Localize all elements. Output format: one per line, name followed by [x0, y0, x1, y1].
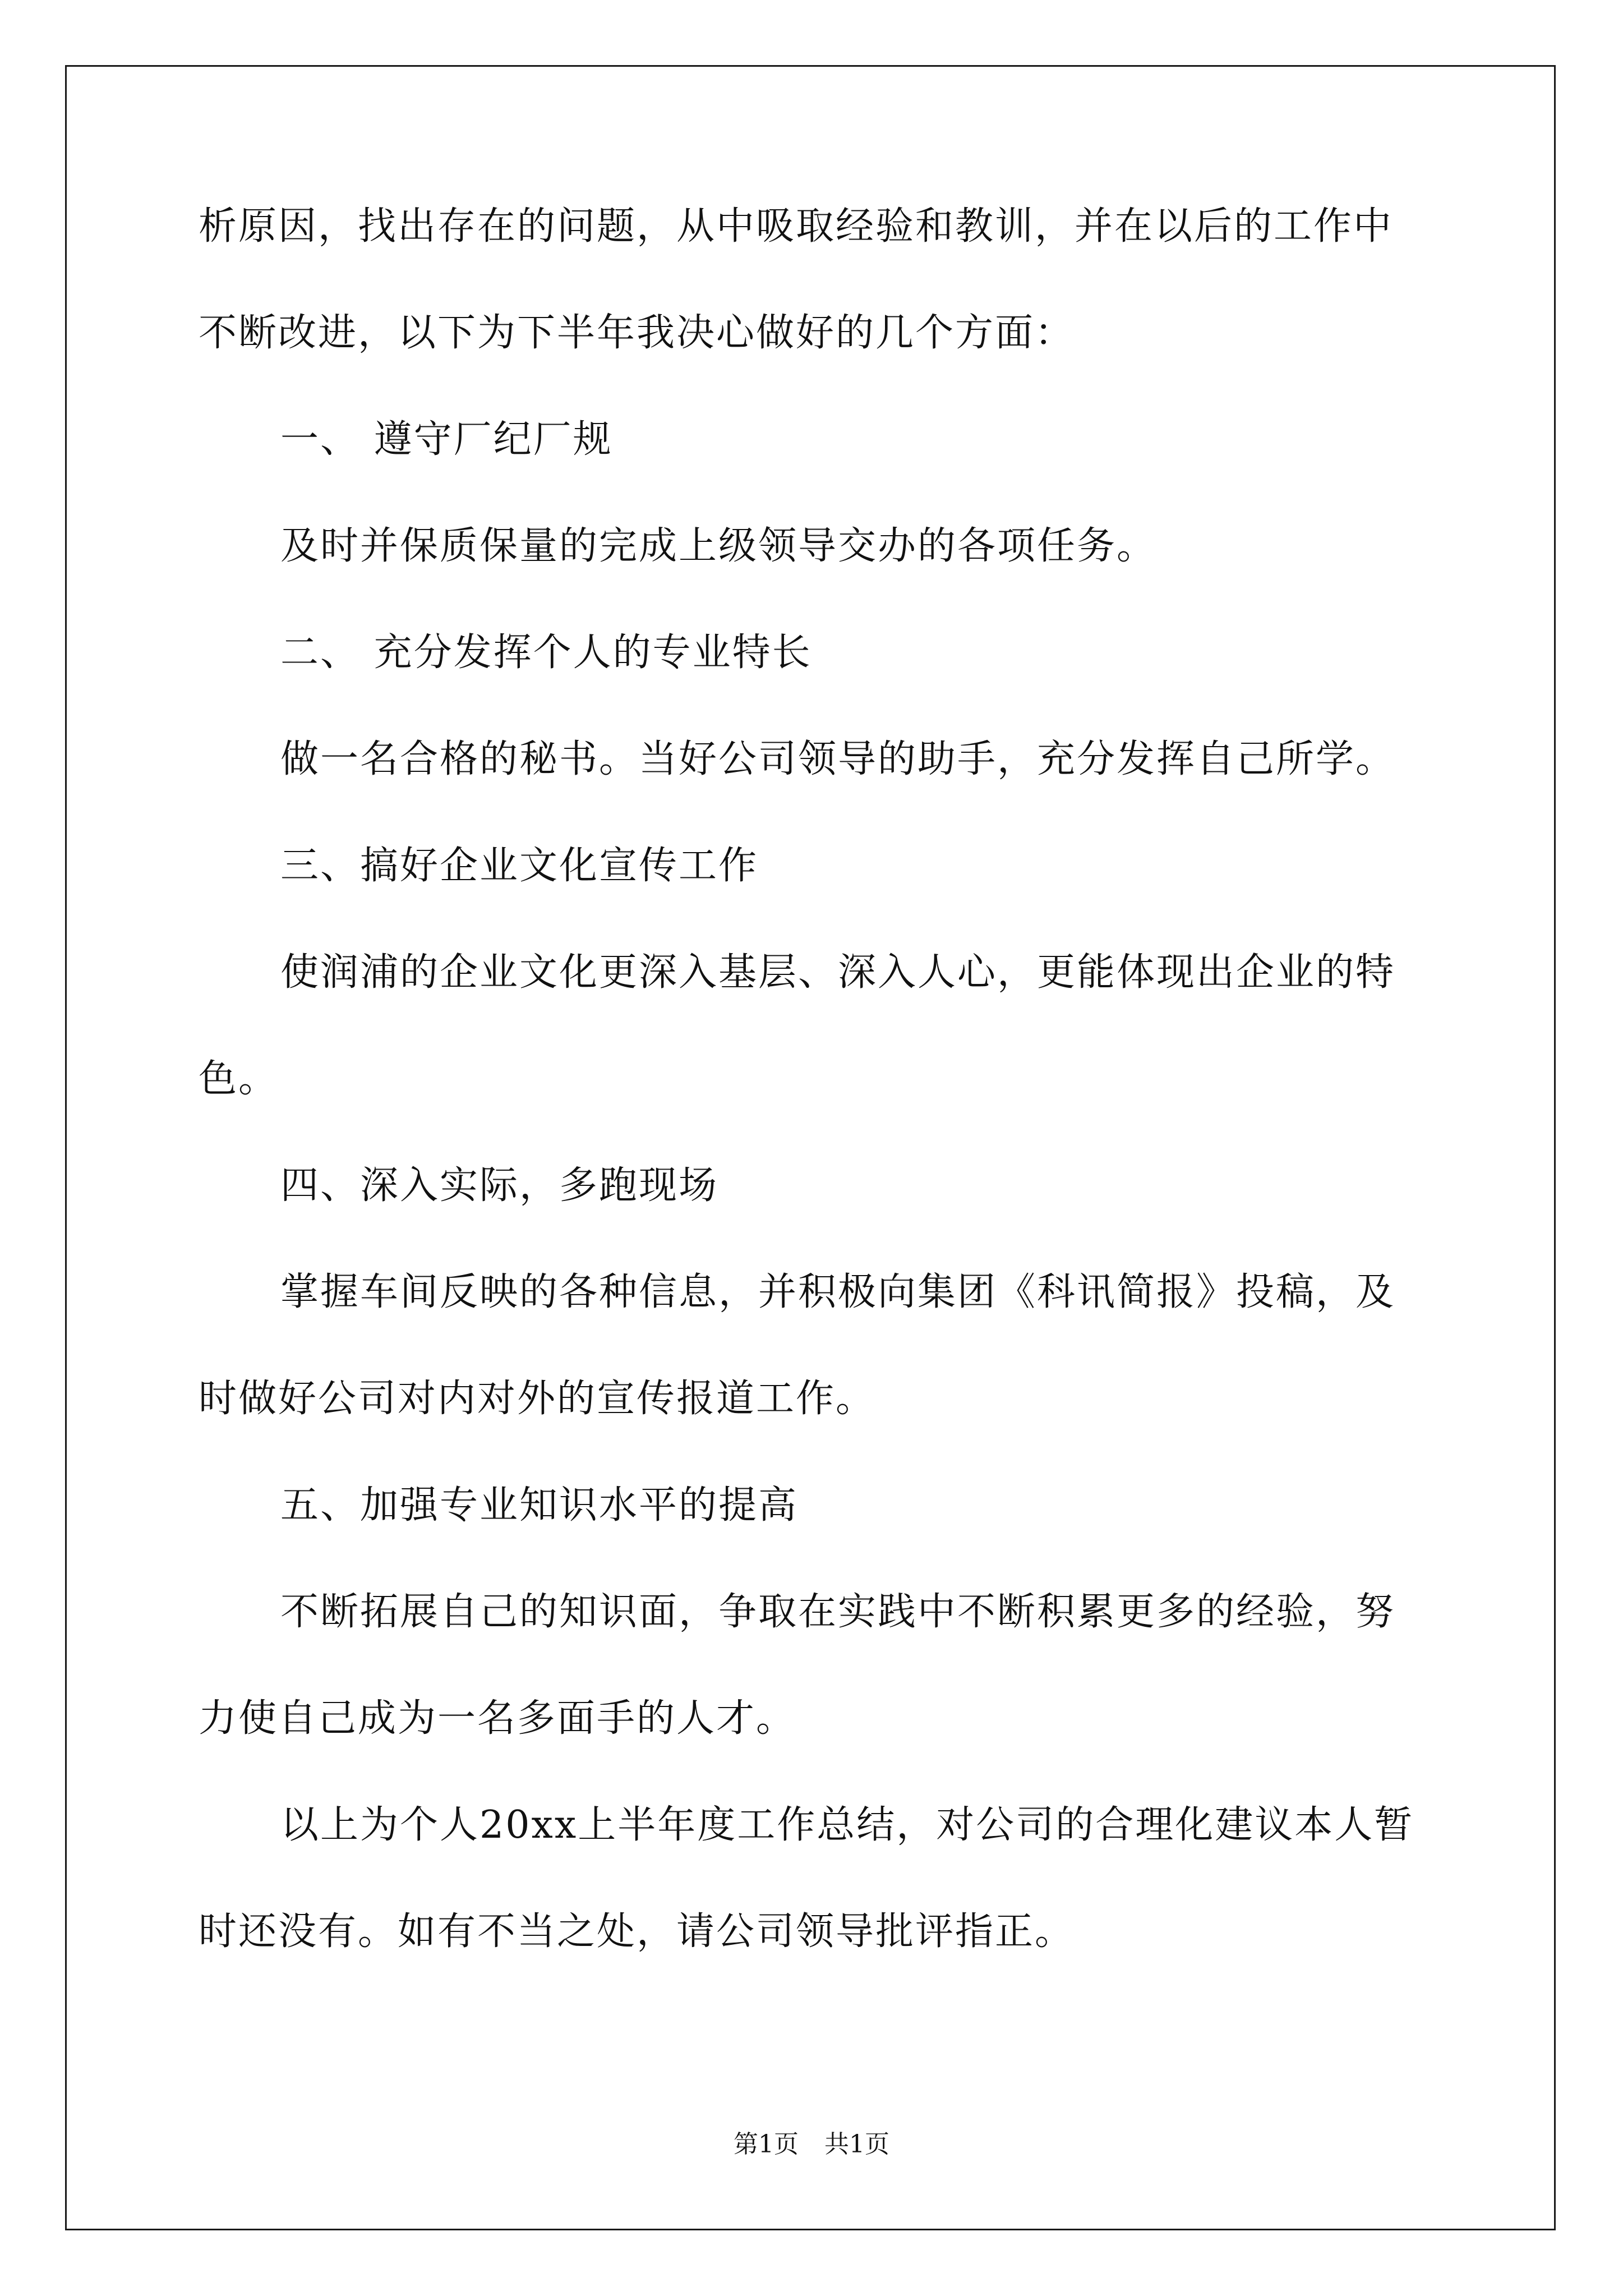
paragraph-line: 以上为个人20xx上半年度工作总结，对公司的合理化建议本人暂 [280, 1803, 1414, 1847]
paragraph-line: 不断拓展自己的知识面，争取在实践中不断积累更多的经验，努 [280, 1590, 1396, 1634]
paragraph-line: 掌握车间反映的各种信息，并积极向集团《科讯简报》投稿，及 [280, 1270, 1396, 1314]
section-heading: 四、深入实际，多跑现场 [280, 1163, 719, 1208]
document-body [199, 204, 1432, 2019]
page-number-total: 共1页 [824, 2130, 889, 2159]
paragraph-line: 不断改进，以下为下半年我决心做好的几个方面： [199, 311, 1075, 355]
page-number-current: 第1页 [734, 2130, 799, 2159]
section-heading: 二、 充分发挥个人的专业特长 [280, 631, 812, 675]
section-heading: 五、加强专业知识水平的提高 [280, 1483, 799, 1527]
paragraph-line: 使润浦的企业文化更深入基层、深入人心，更能体现出企业的特 [280, 950, 1396, 995]
page-footer [0, 2131, 1623, 2159]
paragraph-line: 时还没有。如有不当之处，请公司领导批评指正。 [199, 1910, 1075, 1954]
paragraph-line: 及时并保质保量的完成上级领导交办的各项任务。 [280, 524, 1157, 568]
paragraph-line: 析原因，找出存在的问题，从中吸取经验和教训，并在以后的工作中 [199, 204, 1394, 249]
paragraph-line: 色。 [199, 1057, 279, 1101]
section-heading: 一、 遵守厂纪厂规 [280, 417, 613, 462]
paragraph-line: 力使自己成为一名多面手的人才。 [199, 1696, 796, 1741]
section-heading: 三、搞好企业文化宣传工作 [280, 844, 759, 888]
paragraph-line: 时做好公司对内对外的宣传报道工作。 [199, 1377, 876, 1421]
paragraph-line: 做一名合格的秘书。当好公司领导的助手，充分发挥自己所学。 [280, 737, 1396, 781]
